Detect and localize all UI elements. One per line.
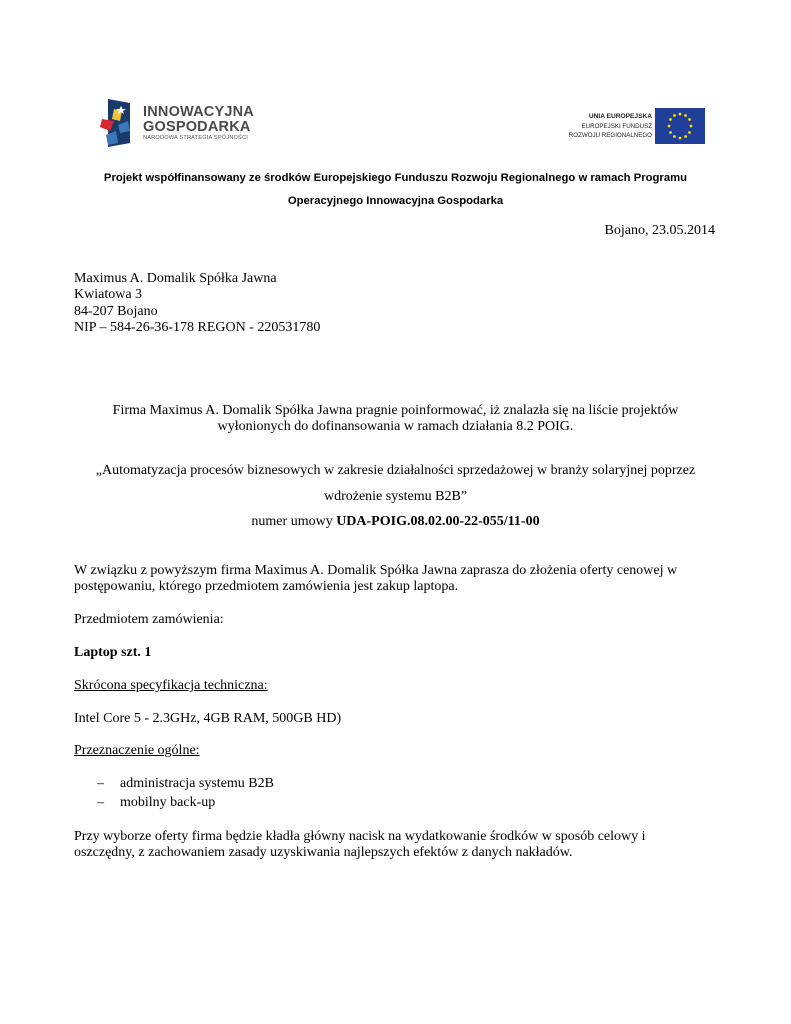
list-item: administracja systemu B2B	[120, 776, 274, 791]
project-title	[40, 458, 751, 510]
address-line: NIP – 584-26-36-178 REGON - 220531780	[74, 319, 321, 335]
funding-header	[60, 167, 731, 213]
ig-logo-line2: GOSPODARKA	[143, 119, 251, 135]
closing-line2: oszczędny, z zachowaniem zasady uzyskiwania najlepszych efektów z danych nakładów.	[74, 845, 573, 861]
order-item: Laptop szt. 1	[74, 645, 152, 660]
subject-label: Przedmiotem zamówienia:	[74, 612, 224, 627]
invitation-paragraph	[74, 563, 734, 596]
order-item-wrapper	[74, 645, 734, 661]
eu-logo-line2: EUROPEJSKI FUNDUSZ	[581, 122, 652, 130]
ig-logo-line1: INNOWACYJNA	[143, 104, 254, 120]
header-line2: Operacyjnego Innowacyjna Gospodarka	[287, 195, 504, 207]
list-item: mobilny back-up	[120, 795, 216, 810]
address-line: Maximus A. Domalik Spółka Jawna	[74, 271, 277, 286]
closing-line1: Przy wyborze oferty firma będzie kładła główny nacisk na wydatkowanie środków w sposób celowy i	[74, 829, 646, 844]
project-title-line1: „Automatyzacja procesów biznesowych w zakresie działalności sprzedażowej w branży solaryjnej poprzez	[95, 463, 696, 478]
intro-line1: Firma Maximus A. Domalik Spółka Jawna pragnie poinformować, iż znalazła się na liście projektów	[112, 403, 679, 418]
intro-line2: wyłonionych do dofinansowania w ramach działania 8.2 POIG.	[217, 419, 574, 435]
list-bullet: –	[97, 795, 104, 810]
address-line: Kwiatowa 3	[74, 287, 143, 303]
eu-logo-line3: ROZWOJU REGIONALNEGO	[568, 132, 652, 139]
list-bullet: –	[97, 776, 104, 791]
spec-text: Intel Core 5 - 2.3GHz, 4GB RAM, 500GB HD)	[74, 711, 342, 726]
eu-flag-icon	[655, 108, 705, 144]
intro-paragraph	[40, 403, 751, 436]
ig-logo-line3: NARODOWA STRATEGIA SPÓJNOŚCI	[143, 135, 249, 141]
address-line: 84-207 Bojano	[74, 303, 158, 319]
eu-logo	[560, 108, 705, 145]
document-date: Bojano, 23.05.2014	[604, 223, 715, 238]
contract-number-value: UDA-POIG.08.02.00-22-055/11-00	[336, 514, 540, 529]
sender-address	[74, 271, 320, 336]
invitation-line1: W związku z powyższym firma Maximus A. Domalik Spółka Jawna zaprasza do złożenia oferty cenowej w	[74, 563, 678, 578]
ig-logo-mark-icon	[100, 97, 140, 149]
project-title-line2: wdrożenie systemu B2B”	[323, 489, 468, 504]
closing-paragraph	[74, 829, 734, 862]
innowacyjna-gospodarka-logo	[100, 97, 270, 149]
purpose-heading: Przeznaczenie ogólne:	[74, 743, 200, 758]
eu-logo-line1: UNIA EUROPEJSKA	[588, 113, 652, 120]
contract-label: numer umowy	[251, 514, 337, 529]
invitation-line2: postępowaniu, którego przedmiotem zamówienia jest zakup laptopa.	[74, 579, 459, 595]
header-line1: Projekt współfinansowany ze środków Europejskiego Funduszu Rozwoju Regionalnego w ramach Programu	[103, 172, 688, 184]
contract-number	[40, 514, 751, 530]
eu-logo-text	[569, 112, 652, 141]
spec-heading: Skrócona specyfikacja techniczna:	[74, 678, 268, 693]
